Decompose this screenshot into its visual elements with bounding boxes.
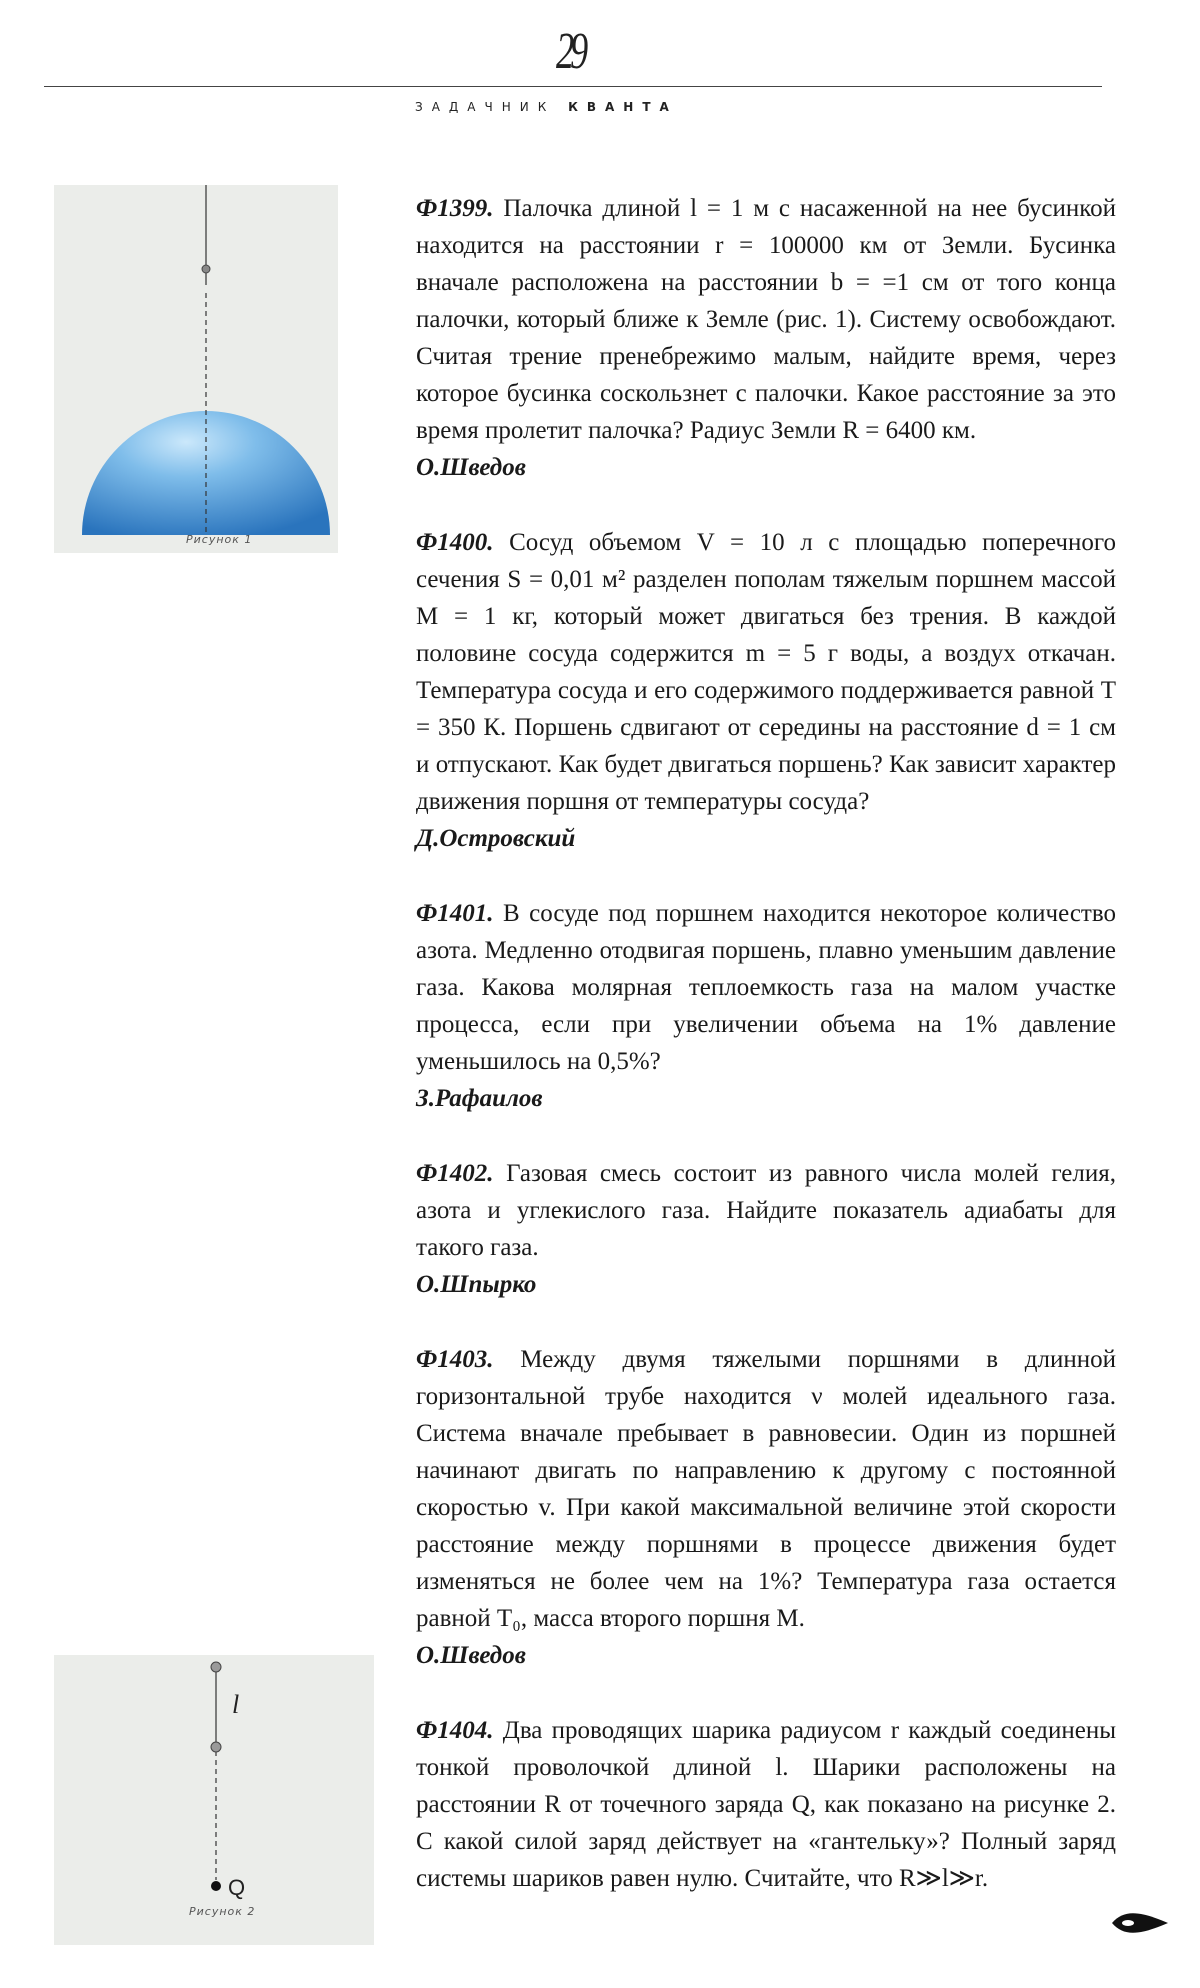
problem-1401 bbox=[416, 895, 1116, 1117]
running-head bbox=[415, 100, 678, 114]
problem-text: Между двумя тяжелыми поршнями в длинной горизонтальной трубе находится ν молей идеального газа. Система вначале пребывает в равновесии. Один из поршней начинают двигать по направлению к другому с постоянной скоростью v. При какой максимальной величине этой скорости расстояние между поршнями в процессе движения будет изменяться не более чем на 1%? Температура газа остается равной T₀, масса второго поршня M. bbox=[416, 1346, 1116, 1632]
figure-2 bbox=[54, 1655, 374, 1945]
problem-author: Д.Островский bbox=[416, 825, 576, 852]
problem-body bbox=[416, 524, 1116, 820]
problem-1400 bbox=[416, 524, 1116, 857]
problem-author: О.Шведов bbox=[416, 1642, 526, 1669]
problem-body bbox=[416, 1155, 1116, 1266]
figure-1-caption: Рисунок 1 bbox=[186, 533, 253, 546]
ball-bottom bbox=[211, 1742, 221, 1752]
problem-author: З.Рафаилов bbox=[416, 1085, 543, 1112]
label-l: l bbox=[232, 1690, 240, 1719]
problem-id: Ф1400. bbox=[416, 529, 494, 556]
running-head-prefix: ЗАДАЧНИК bbox=[415, 100, 556, 114]
problem-id: Ф1402. bbox=[416, 1160, 494, 1187]
page-number: 29 bbox=[556, 23, 584, 80]
bead bbox=[202, 265, 210, 273]
problems-column bbox=[416, 190, 1116, 1935]
running-head-bold: КВАНТА bbox=[568, 100, 678, 114]
problem-1402 bbox=[416, 1155, 1116, 1303]
problem-1399 bbox=[416, 190, 1116, 486]
problem-text: Палочка длиной l = 1 м с насаженной на нее бусинкой находится на расстоянии r = 100000 км от Земли. Бусинка вначале расположена на расстоянии b = =1 см от того конца палочки, который ближе к Земле (рис. 1). Систему освобождают. Считая трение пренебрежимо малым, найдите время, через которое бусинка соскользнет с палочки. Какое расстояние за это время пролетит палочка? Радиус Земли R = 6400 км. bbox=[416, 195, 1117, 444]
problem-body bbox=[416, 895, 1116, 1080]
problem-text: В сосуде под поршнем находится некоторое количество азота. Медленно отодвигая поршень, плавно уменьшим давление газа. Какова молярная теплоемкость газа на малом участке процесса, если при увеличении объема на 1% давление уменьшилось на 0,5%? bbox=[416, 900, 1116, 1075]
figure-1-drawing bbox=[54, 185, 338, 553]
problem-1403 bbox=[416, 1341, 1116, 1674]
problem-text: Сосуд объемом V = 10 л с площадью поперечного сечения S = 0,01 м² разделен пополам тяжелым поршнем массой M = 1 кг, который может двигаться без трения. В каждой половине сосуда содержится m = 5 г воды, а воздух откачан. Температура сосуда и его содержимого поддерживается равной T = 350 К. Поршень сдвигают от середины на расстояние d = 1 см и отпускают. Как будет двигаться поршень? Как зависит характер движения поршня от температуры сосуда? bbox=[416, 529, 1116, 815]
header-rule bbox=[44, 86, 1102, 87]
problem-body bbox=[416, 1712, 1116, 1897]
figure-2-drawing bbox=[54, 1655, 374, 1945]
problem-1404 bbox=[416, 1712, 1116, 1897]
label-q: Q bbox=[228, 1875, 246, 1900]
ball-top bbox=[211, 1662, 221, 1672]
figure-1 bbox=[54, 185, 338, 553]
problem-id: Ф1401. bbox=[416, 900, 494, 927]
point-charge bbox=[211, 1881, 221, 1891]
problem-text: Газовая смесь состоит из равного числа молей гелия, азота и углекислого газа. Найдите показатель адиабаты для такого газа. bbox=[416, 1160, 1116, 1261]
problem-id: Ф1403. bbox=[416, 1346, 494, 1373]
problem-author: О.Шпырко bbox=[416, 1271, 537, 1298]
problem-body bbox=[416, 190, 1116, 449]
continue-arrow-icon bbox=[1110, 1905, 1170, 1941]
figure-2-caption: Рисунок 2 bbox=[189, 1905, 256, 1918]
problem-body bbox=[416, 1341, 1116, 1637]
problem-author: О.Шведов bbox=[416, 454, 526, 481]
problem-id: Ф1404. bbox=[416, 1717, 494, 1744]
problem-text: Два проводящих шарика радиусом r каждый соединены тонкой проволочкой длиной l. Шарики расположены на расстоянии R от точечного заряда Q, как показано на рисунке 2. С какой силой заряд действует на «гантельку»? Полный заряд системы шариков равен нулю. Считайте, что R≫l≫r. bbox=[416, 1717, 1117, 1892]
problem-id: Ф1399. bbox=[416, 195, 494, 222]
